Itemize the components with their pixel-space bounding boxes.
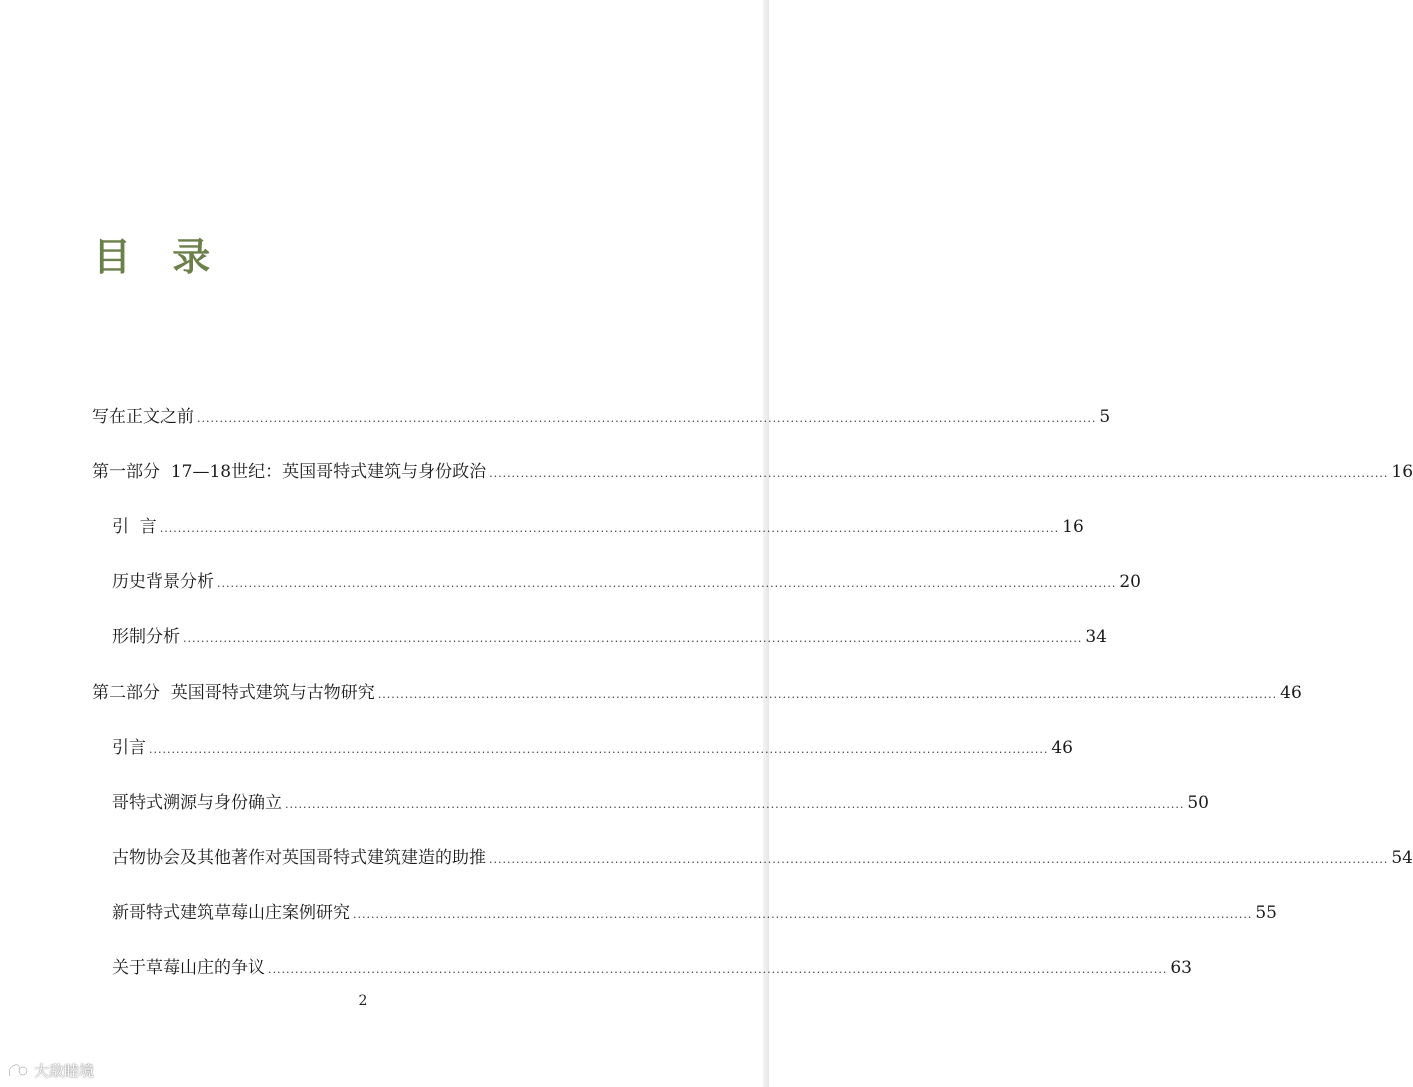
toc-entry-title: 新哥特式建筑草莓山庄案例研究 <box>112 903 350 923</box>
toc-entry[interactable] <box>112 624 1107 650</box>
toc-leader-dots: ........................................................................................................................................................................................................ <box>489 467 1389 480</box>
toc-entry[interactable] <box>112 845 1413 871</box>
toc-entry[interactable] <box>112 514 1084 540</box>
toc-heading: 目 录 <box>93 234 225 279</box>
toc-entry-page: 5 <box>1099 407 1111 427</box>
toc-entry-title: 第一部分 17—18世纪：英国哥特式建筑与身份政治 <box>92 462 487 482</box>
toc-entry[interactable] <box>112 735 1073 761</box>
toc-leader-dots: ........................................................................................................................................................................................................ <box>197 412 1097 425</box>
toc-entry[interactable] <box>112 569 1141 595</box>
toc-leader-dots: ........................................................................................................................................................................................................ <box>268 963 1168 976</box>
toc-entry-title: 写在正文之前 <box>92 407 194 427</box>
toc-entry[interactable] <box>92 404 1111 430</box>
toc-entry-page: 34 <box>1085 627 1107 647</box>
toc-entry[interactable] <box>112 955 1192 981</box>
toc-entry-page: 46 <box>1280 683 1302 703</box>
toc-entry-title: 第二部分 英国哥特式建筑与古物研究 <box>92 683 375 703</box>
toc-entry-title: 形制分析 <box>112 627 180 647</box>
toc-entry-title: 哥特式溯源与身份确立 <box>112 793 282 813</box>
toc-entry-page: 16 <box>1062 517 1084 537</box>
toc-entry[interactable] <box>112 900 1277 926</box>
toc-leader-dots: ........................................................................................................................................................................................................ <box>377 688 1278 701</box>
toc-leader-dots: ........................................................................................................................................................................................................ <box>285 798 1185 811</box>
toc-entry-title: 关于草莓山庄的争议 <box>112 958 265 978</box>
toc-entry-page: 16 <box>1391 462 1413 482</box>
toc-entry-title: 历史背景分析 <box>112 572 214 592</box>
watermark <box>6 1060 94 1081</box>
toc-entry-page: 54 <box>1391 848 1413 868</box>
toc-leader-dots: ........................................................................................................................................................................................................ <box>149 743 1049 756</box>
watermark-logo-icon <box>6 1062 30 1080</box>
toc-leader-dots: ........................................................................................................................................................................................................ <box>217 577 1117 590</box>
toc-entry-page: 50 <box>1187 793 1209 813</box>
toc-entry-title: 引 言 <box>112 517 157 537</box>
toc-entry-page: 55 <box>1255 903 1277 923</box>
toc-entry-title: 古物协会及其他著作对英国哥特式建筑建造的助推 <box>112 848 486 868</box>
toc-entry[interactable] <box>92 459 1413 485</box>
toc-entry-page: 63 <box>1170 958 1192 978</box>
toc-entry[interactable] <box>112 790 1209 816</box>
page-number: 2 <box>358 993 368 1009</box>
toc-leader-dots: ........................................................................................................................................................................................................ <box>489 853 1389 866</box>
toc-entry-page: 20 <box>1119 572 1141 592</box>
watermark-text: 大敌睦境 <box>34 1062 95 1080</box>
toc-leader-dots: ........................................................................................................................................................................................................ <box>183 632 1083 645</box>
toc-leader-dots: ........................................................................................................................................................................................................ <box>159 522 1060 535</box>
toc-entry[interactable] <box>92 680 1302 706</box>
toc-entry-page: 46 <box>1051 738 1073 758</box>
toc-leader-dots: ........................................................................................................................................................................................................ <box>353 908 1253 921</box>
toc-entry-title: 引言 <box>112 738 146 758</box>
